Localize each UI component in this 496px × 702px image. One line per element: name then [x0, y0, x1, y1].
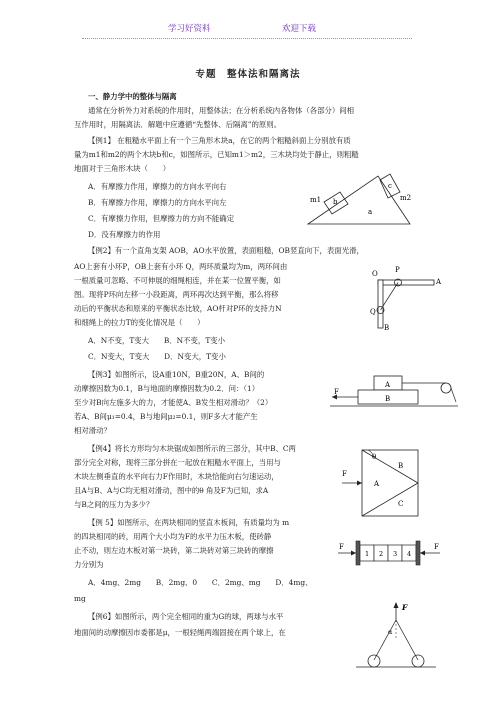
- ex4-label-theta: θ: [372, 453, 377, 461]
- ex5-line-1: 【例 5】如图所示，在两块相同的竖直木板间，有质量均为 m: [88, 518, 290, 527]
- ex4-label-f: F: [342, 470, 347, 478]
- intro-line-1: 通常在分析外力对系统的作用时，用整体法；在分析系统内各物体（各部分）间相: [88, 106, 355, 115]
- ex1-option-c: C．有摩擦力作用，但摩擦力的方向不能确定: [88, 214, 235, 223]
- ex4-line-5: 与B之间的压力为多少？: [74, 500, 154, 509]
- ex5-line-4: 力分别为: [74, 560, 104, 569]
- ex4-line-4: 且A与B、A与C均无相对滑动，图中的θ 角及F为已知，求A: [74, 486, 269, 495]
- ex1-label-m2: m2: [400, 194, 412, 202]
- ex3-label-b: B: [385, 395, 391, 403]
- ex5-brick-4: 4: [407, 550, 412, 558]
- ex3-line-5: 相对滑动？: [74, 426, 111, 435]
- ex2-label-p: P: [395, 266, 400, 274]
- ex2-bracket-figure: [370, 262, 450, 332]
- ex5-brick-3: 3: [393, 550, 398, 558]
- ex3-line-2: 动摩擦因数为0.1，B与地面的摩擦因数为0.2．问：（1）: [74, 384, 260, 393]
- ex1-label-c: c: [388, 182, 392, 190]
- ex2-line-3: 一根质量可忽略、不可伸展的细绳相连，并在某一位置平衡，如: [74, 276, 281, 285]
- section-heading: 一、静力学中的整体与隔离: [88, 92, 177, 101]
- ex4-label-c: C: [398, 500, 404, 508]
- ex1-line-2: 量为m1和m2的两个木块b和c，如图所示，已知m1＞m2，三木块均处于静止，则粗糙: [74, 150, 359, 159]
- ex2-option-cd: C．N变大，T变大 D．N变大，T变小: [88, 352, 226, 361]
- ex2-label-q: Q: [370, 308, 376, 316]
- ex5-options: A．4mg、2mg B．2mg、0 C．2mg、mg D．4mg、: [88, 578, 313, 587]
- ex5-line-2: 的四块相同的砖，用两个大小均为F的水平力压木板，使砖静: [74, 532, 272, 541]
- ex2-line-5: 动后的平衡状态和原来的平衡状态比较，AO杆对P环的支持力N: [74, 304, 282, 313]
- ex2-option-ab: A．N不变，T变大 B．N不变，T变小: [88, 336, 226, 345]
- header-right: 欢迎下载: [282, 24, 317, 34]
- ex3-line-3: 至少对B向左施多大的力，才能使A、B发生相对滑动？（2）: [74, 398, 273, 407]
- ex3-line-4: 若A、B间μ₁=0.4，B与地间μ₂=0.1，则F多大才能产生: [74, 412, 258, 421]
- ex4-line-3: 木块左侧垂直的水平向右力F作用时，木块恰能向右匀速运动，: [74, 472, 279, 481]
- ex3-blocks-figure: [328, 372, 460, 414]
- ex1-option-b: B．有摩擦力作用，摩擦力的方向水平向左: [88, 198, 227, 207]
- ex6-line-1: 【例6】如图所示，两个完全相同的重为G的球，两球与水平: [88, 612, 284, 621]
- ex6-line-2: 地面间的动摩擦因市委都是μ，一根轻绳两端固接在两个球上，在: [74, 628, 286, 637]
- ex1-label-a: a: [368, 208, 373, 216]
- ex2-line-1: 【例2】有一个直角支架 AOB，AO水平放置，表面粗糙，OB竖直向下，表面光滑，: [88, 246, 364, 255]
- ex2-line-4: 图。现将P环向左移一小段距离，两环再次达到平衡，那么将移: [74, 290, 279, 299]
- ex3-label-f: F: [334, 388, 339, 396]
- ex5-brick-2: 2: [379, 550, 384, 558]
- ex5-label-f-left: F: [339, 543, 344, 551]
- ex1-line-1: 【例1】 在粗糙水平面上有一个三角形木块a，在它的两个粗糙斜面上分别放有质: [88, 136, 351, 145]
- ex4-line-1: 【例4】将长方形均匀木块锯成如图所示的三部分，其中B、C两: [88, 444, 296, 453]
- ex5-brick-1: 1: [365, 550, 370, 558]
- page-title: 专题 整体法和隔离法: [195, 69, 301, 80]
- ex3-label-a: A: [385, 381, 391, 389]
- header-divider: [82, 38, 412, 39]
- ex6-label-f: F: [402, 603, 408, 612]
- ex1-option-d: D．没有摩擦力的作用: [88, 230, 161, 239]
- ex5-line-3: 止不动，则左边木板对第一块砖，第二块砖对第三块砖的摩擦: [74, 546, 274, 555]
- ex4-wood-block-figure: [340, 446, 440, 520]
- ex2-line-6: 和细绳上的拉力T的变化情况是（ ）: [74, 318, 205, 327]
- ex6-label-alpha: α: [388, 628, 393, 636]
- ex5-label-f-right: F: [434, 543, 439, 551]
- ex5-bricks-figure: [336, 538, 446, 568]
- ex4-label-a: A: [374, 480, 380, 488]
- ex2-label-a: A: [436, 278, 442, 286]
- ex5-options-cont: mg: [74, 594, 86, 603]
- ex2-label-o: O: [372, 270, 378, 278]
- ex2-label-b: B: [384, 324, 390, 332]
- page-header: [0, 22, 496, 38]
- ex6-balls-figure: [356, 600, 436, 672]
- ex4-line-2: 部分完全对称，现将三部分拼在一起放在粗糙水平面上，当用与: [74, 458, 281, 467]
- header-left: 学习好资料: [168, 24, 211, 34]
- ex4-label-b: B: [398, 462, 404, 470]
- ex1-triangle-figure: [300, 170, 420, 232]
- ex1-line-3: 地面对于三角形木块（ ）: [74, 164, 171, 173]
- intro-line-2: 互作用时，用隔离法．解题中应遵循“先整体、后隔离”的原则。: [74, 120, 282, 129]
- ex3-line-1: 【例3】如图所示，设A重10N，B重20N，A、B间的: [88, 370, 265, 379]
- ex1-label-m1: m1: [310, 196, 322, 204]
- ex2-line-2: AO上套有小环P，OB上套有小环 Q，两环质量均为m，两环间由: [74, 262, 288, 271]
- ex1-label-b: b: [333, 198, 338, 206]
- ex1-option-a: A．有摩擦力作用，摩擦力的方向水平向右: [88, 182, 227, 191]
